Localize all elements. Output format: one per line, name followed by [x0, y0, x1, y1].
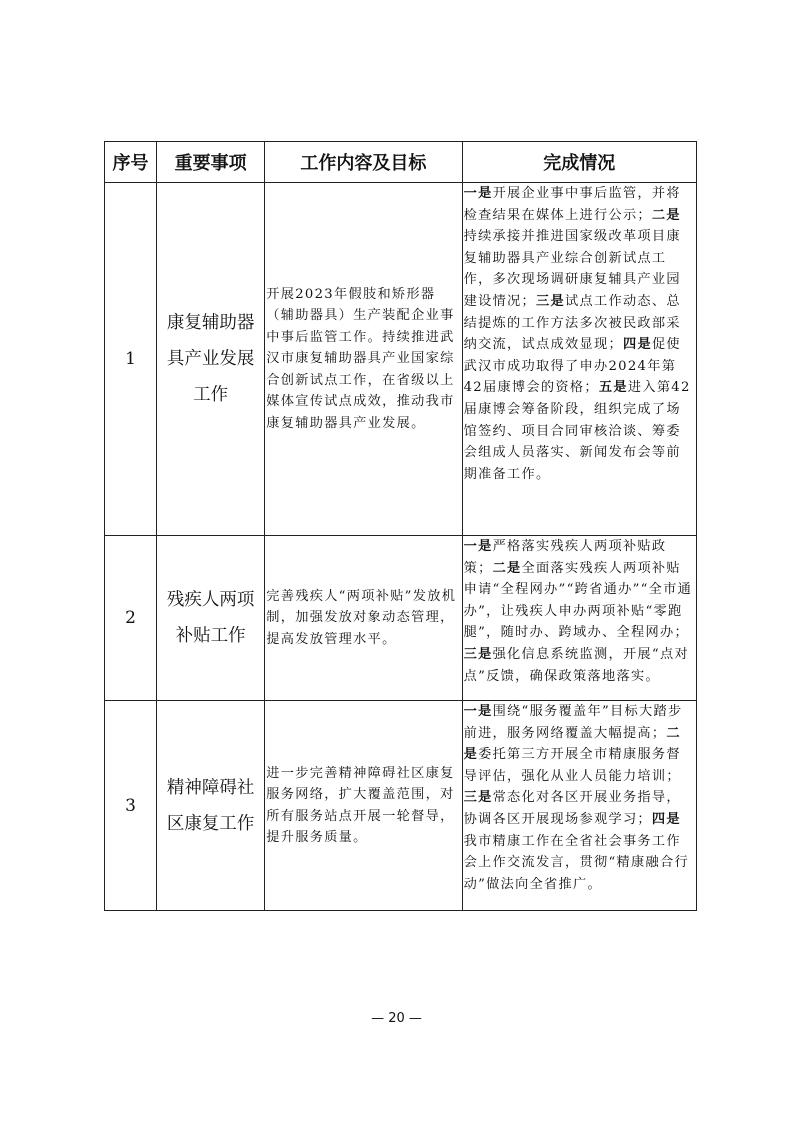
- table-row: [105, 183, 697, 536]
- table-row: [105, 536, 697, 701]
- row-completion: [462, 701, 696, 911]
- point-lead: 二是: [492, 560, 522, 576]
- point-text: 围绕“服务覆盖年”目标大踏步前进，服务网络覆盖大幅提高；: [463, 704, 683, 741]
- row-work-goal: 完善残疾人“两项补贴”发放机制，加强发放对象动态管理，提高发放管理水平。: [265, 536, 462, 701]
- header-serial-no: 序号: [105, 142, 157, 183]
- point-lead: 三是: [463, 646, 493, 662]
- point-text: 持续承接并推进国家级改革项目康复辅助器具产业综合创新试点工作，多次现场调研康复辅具产业园建设情况；: [463, 229, 681, 309]
- header-key-item: 重要事项: [157, 142, 265, 183]
- point-text: 促使武汉市成功取得了申办2024年第42届康博会的资格；: [463, 337, 681, 396]
- row-key-item: 残疾人两项补贴工作: [157, 536, 265, 701]
- table-header-row: [105, 142, 697, 183]
- point-text: 开展企业事中事后监管，并将检查结果在媒体上进行公示；: [463, 186, 681, 223]
- row-completion: [462, 536, 696, 701]
- page-number: — 20 —: [371, 1011, 422, 1026]
- work-summary-table: [104, 141, 697, 911]
- point-lead: 三是: [536, 293, 565, 309]
- point-text: 强化信息系统监测，开展“点对点”反馈，确保政策落地落实。: [463, 646, 689, 684]
- row-key-item: 康复辅助器具产业发展工作: [157, 183, 265, 536]
- point-lead: 五是: [598, 380, 628, 396]
- row-key-item: 精神障碍社区康复工作: [157, 701, 265, 911]
- point-lead: 一是: [463, 704, 493, 719]
- point-lead: 四是: [651, 811, 681, 827]
- row-work-goal: 开展2023年假肢和矫形器（辅助器具）生产装配企业事中事后监管工作。持续推进武汉市康复辅助器具产业国家综合创新试点工作，在省级以上媒体宣传试点成效，推动我市康复辅助器具产业发展。: [265, 183, 462, 536]
- point-text: 进入第42届康博会筹备阶段，组织完成了场馆签约、项目合同审核洽谈、筹委会组成人员落实、新闻发布会等前期准备工作。: [463, 380, 691, 482]
- row-completion: [462, 183, 696, 536]
- point-lead: 二是: [651, 207, 681, 223]
- point-lead: 一是: [463, 539, 493, 554]
- point-text: 常态化对各区开展业务指导，协调各区开展现场参观学习；: [463, 790, 681, 827]
- point-text: 委托第三方开展全市精康服务督导评估，强化从业人员能力培训；: [463, 747, 681, 784]
- row-serial-no: 2: [105, 536, 157, 701]
- row-serial-no: 1: [105, 183, 157, 536]
- point-text: 试点工作动态、总结提炼的工作方法多次被民政部采纳交流，试点成效显现；: [463, 293, 681, 353]
- header-completion: 完成情况: [462, 142, 696, 183]
- point-text: 全面落实残疾人两项补贴申请“全程网办”“跨省通办”“全市通办”，让残疾人申办两项补贴“零跑腿”，随时办、跨域办、全程网办；: [463, 560, 693, 641]
- point-text: 我市精康工作在全省社会事务工作会上作交流发言，贯彻“精康融合行动”做法向全省推广。: [463, 833, 689, 892]
- table-row: [105, 701, 697, 911]
- point-lead: 三是: [463, 790, 493, 806]
- point-text: 严格落实残疾人两项补贴政策；: [463, 539, 667, 576]
- point-lead: 四是: [622, 337, 652, 353]
- row-work-goal: 进一步完善精神障碍社区康复服务网络，扩大覆盖范围，对所有服务站点开展一轮督导，提升服务质量。: [265, 701, 462, 911]
- point-lead: 二是: [463, 725, 681, 763]
- row-serial-no: 3: [105, 701, 157, 911]
- point-lead: 一是: [463, 186, 493, 201]
- header-work-goal: 工作内容及目标: [265, 142, 462, 183]
